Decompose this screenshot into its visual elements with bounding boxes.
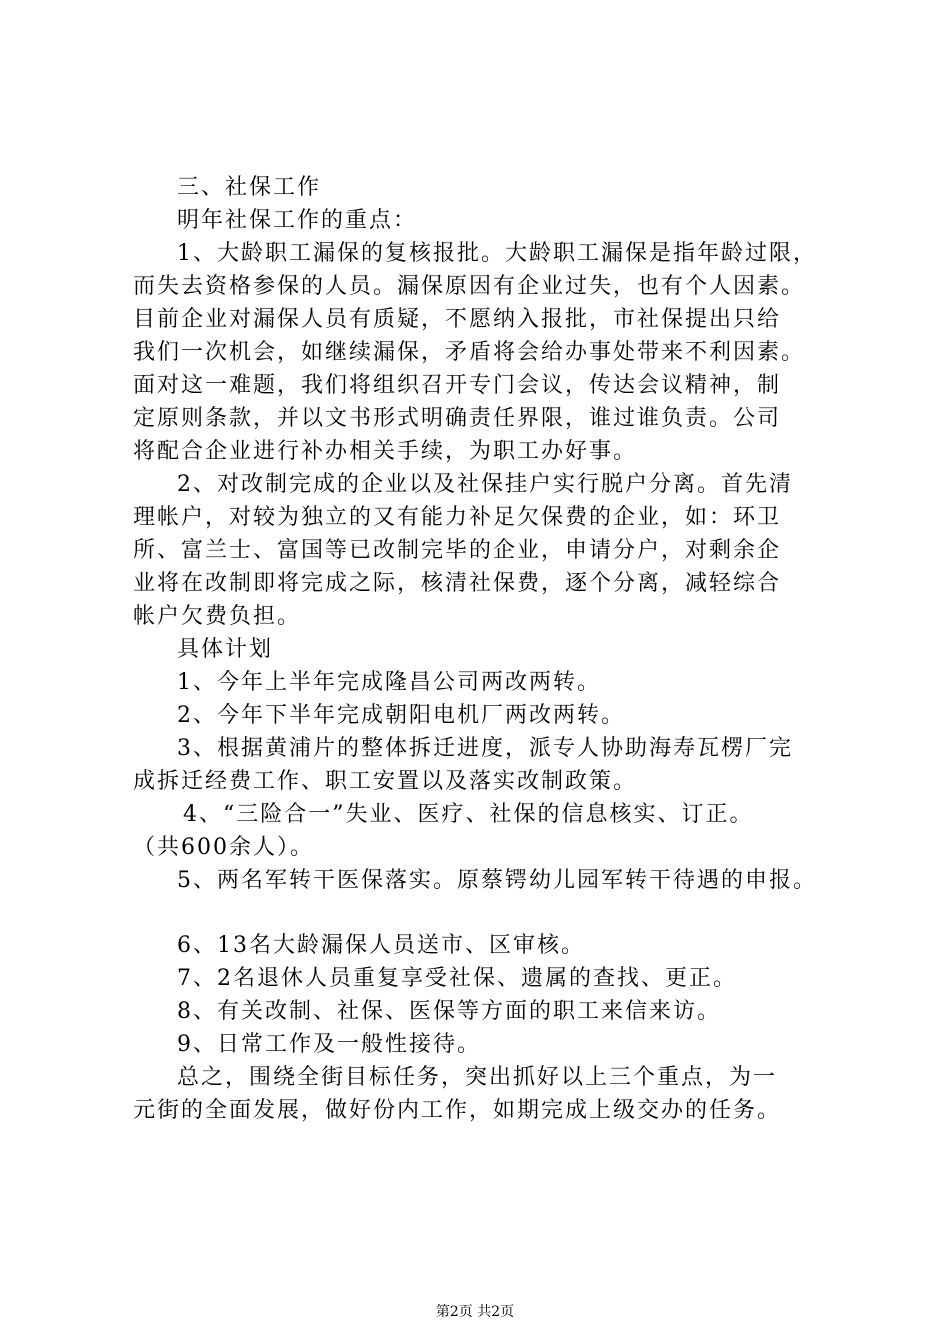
plan-item: 5、两名军转干医保落实。原蔡锷幼儿园军转干待遇的申报。 (177, 868, 817, 893)
paragraph-line: 将配合企业进行补办相关手续，为职工办好事。 (133, 439, 638, 464)
page-number: 第2页 共2页 (435, 1304, 515, 1320)
plan-item: 3、根据黄浦片的整体拆迁进度，派专人协助海寿瓦楞厂完 (177, 736, 793, 761)
plan-item: 4、“三险合一”失业、医疗、社保的信息核实、订正。 (183, 802, 754, 827)
paragraph-line: 我们一次机会，如继续漏保，矛盾将会给办事处带来不利因素。 (133, 340, 806, 365)
paragraph-line: 帐户欠费负担。 (133, 604, 302, 629)
paragraph-line: 2、对改制完成的企业以及社保挂户实行脱户分离。首先清 (177, 472, 793, 497)
paragraph-line: 而失去资格参保的人员。漏保原因有企业过失，也有个人因素。 (133, 274, 806, 299)
plan-item: 1、今年上半年完成隆昌公司两改两转。 (177, 670, 601, 695)
paragraph-line: 目前企业对漏保人员有质疑，不愿纳入报批，市社保提出只给 (133, 307, 782, 332)
plan-item-continued: （共600余人）。 (133, 835, 314, 860)
plan-item: 8、有关改制、社保、医保等方面的职工来信来访。 (177, 999, 721, 1024)
conclusion-line: 总之，围绕全街目标任务，突出抓好以上三个重点，为一 (177, 1065, 778, 1090)
subheading-key-points: 明年社保工作的重点： (177, 208, 418, 233)
paragraph-line: 面对这一难题，我们将组织召开专门会议，传达会议精神，制 (133, 373, 782, 398)
plan-item: 2、今年下半年完成朝阳电机厂两改两转。 (177, 703, 625, 728)
plan-item: 9、日常工作及一般性接待。 (177, 1032, 481, 1057)
paragraph-line: 所、富兰士、富国等已改制完毕的企业，申请分户，对剩余企 (133, 538, 782, 563)
plan-item: 6、13名大龄漏保人员送市、区审核。 (177, 933, 585, 958)
conclusion-line: 元街的全面发展，做好份内工作，如期完成上级交办的任务。 (133, 1098, 782, 1123)
paragraph-line: 1、大龄职工漏保的复核报批。大龄职工漏保是指年龄过限， (177, 241, 817, 266)
paragraph-line: 理帐户，对较为独立的又有能力补足欠保费的企业，如：环卫 (133, 505, 782, 530)
paragraph-line: 定原则条款，并以文书形式明确责任界限，谁过谁负责。公司 (133, 406, 782, 431)
paragraph-line: 业将在改制即将完成之际，核清社保费，逐个分离，减轻综合 (133, 571, 782, 596)
plan-item-continued: 成拆迁经费工作、职工安置以及落实改制政策。 (133, 769, 638, 794)
subheading-plan: 具体计划 (177, 637, 274, 662)
section-heading: 三、社保工作 (177, 175, 322, 200)
plan-item: 7、2名退休人员重复享受社保、遗属的查找、更正。 (177, 966, 737, 991)
